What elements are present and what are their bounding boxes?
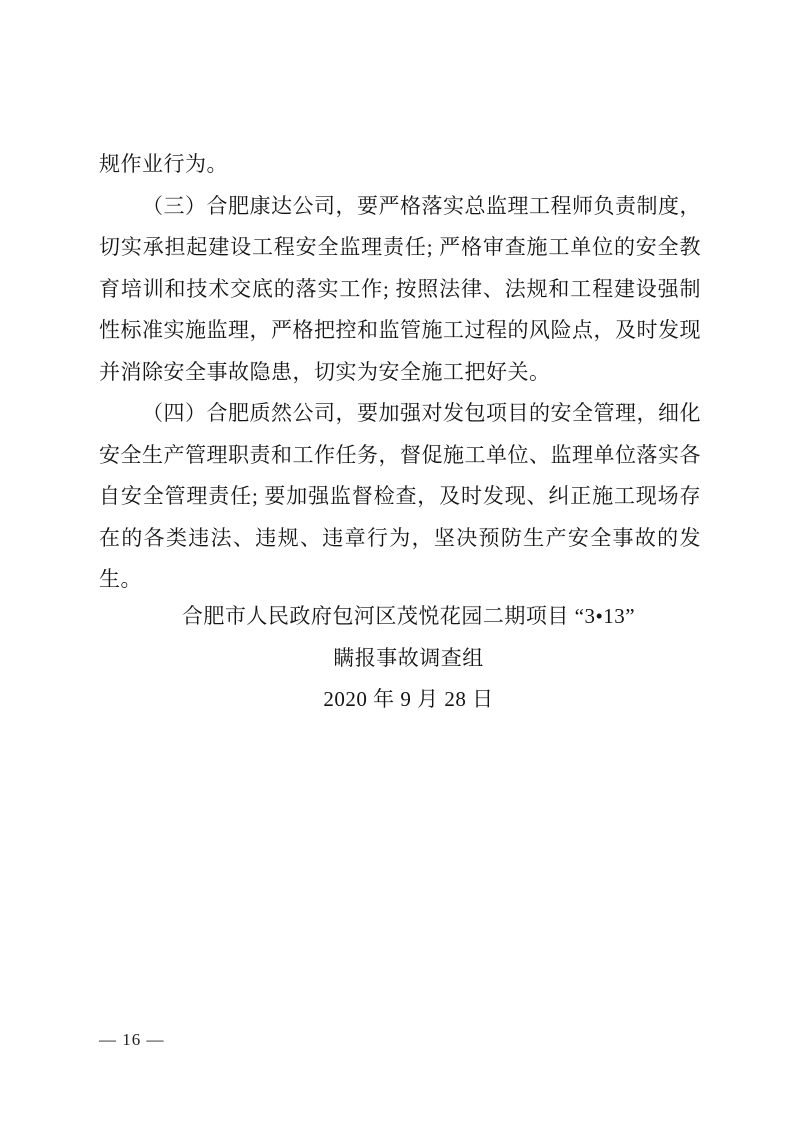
document-body bbox=[99, 144, 701, 601]
body-paragraph-item-4: （四）合肥质然公司，要加强对发包项目的安全管理，细化安全生产管理职责和工作任务，督促施工单位、监理单位落实各自安全管理责任; 要加强监督检查，及时发现、纠正施工现场存在的各类违法、违规、违章行为，坚决预防生产安全事故的发生。 bbox=[99, 401, 701, 591]
signature-block bbox=[24, 596, 793, 721]
signature-date: 2020 年 9 月 28 日 bbox=[323, 687, 494, 711]
body-paragraph-item-3: （三）合肥康达公司，要严格落实总监理工程师负责制度，切实承担起建设工程安全监理责任; 严格审查施工单位的安全教育培训和技术交底的落实工作; 按照法律、法规和工程建设强制性标准实施监理，严格把控和监管施工过程的风险点，及时发现并消除安全事故隐患，切实为安全施工把好关。 bbox=[99, 193, 701, 384]
signature-org-line-1: 合肥市人民政府包河区茂悦花园二期项目 “3•13” bbox=[181, 604, 636, 628]
page-number: — 16 — bbox=[99, 1030, 165, 1049]
signature-org-line-2: 瞒报事故调查组 bbox=[333, 645, 484, 670]
body-paragraph-continuation: 规作业行为。 bbox=[99, 152, 228, 176]
